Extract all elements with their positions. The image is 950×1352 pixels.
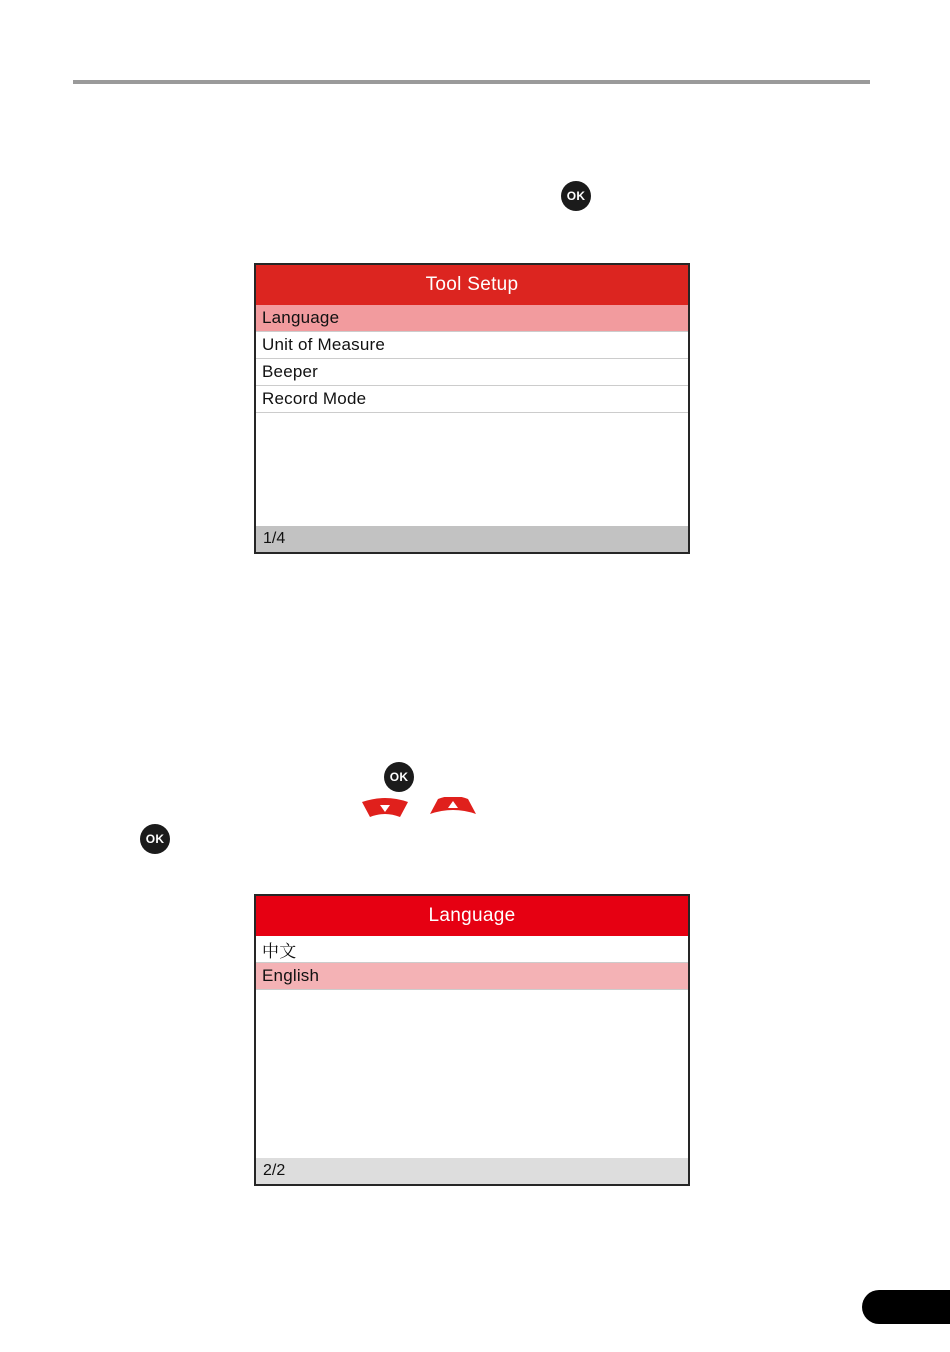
screen-title: Language	[256, 896, 688, 936]
language-item-chinese[interactable]: 中文	[256, 936, 688, 963]
page-indicator: 1/4	[256, 526, 688, 552]
screen-title: Tool Setup	[256, 265, 688, 305]
language-item-english[interactable]: English	[256, 963, 688, 990]
ok-button-icon: OK	[140, 824, 170, 854]
page-number-tab	[862, 1290, 950, 1324]
ok-button-icon: OK	[384, 762, 414, 792]
menu-item-language[interactable]: Language	[256, 305, 688, 332]
tool-setup-screen	[254, 263, 690, 554]
language-screen	[254, 894, 690, 1186]
down-arrow-button-icon	[360, 797, 410, 819]
menu-item-unit-of-measure[interactable]: Unit of Measure	[256, 332, 688, 359]
menu-item-beeper[interactable]: Beeper	[256, 359, 688, 386]
top-rule	[73, 80, 870, 84]
menu-item-record-mode[interactable]: Record Mode	[256, 386, 688, 413]
page-indicator: 2/2	[256, 1158, 688, 1184]
ok-button-icon: OK	[561, 181, 591, 211]
up-arrow-button-icon	[428, 797, 478, 819]
